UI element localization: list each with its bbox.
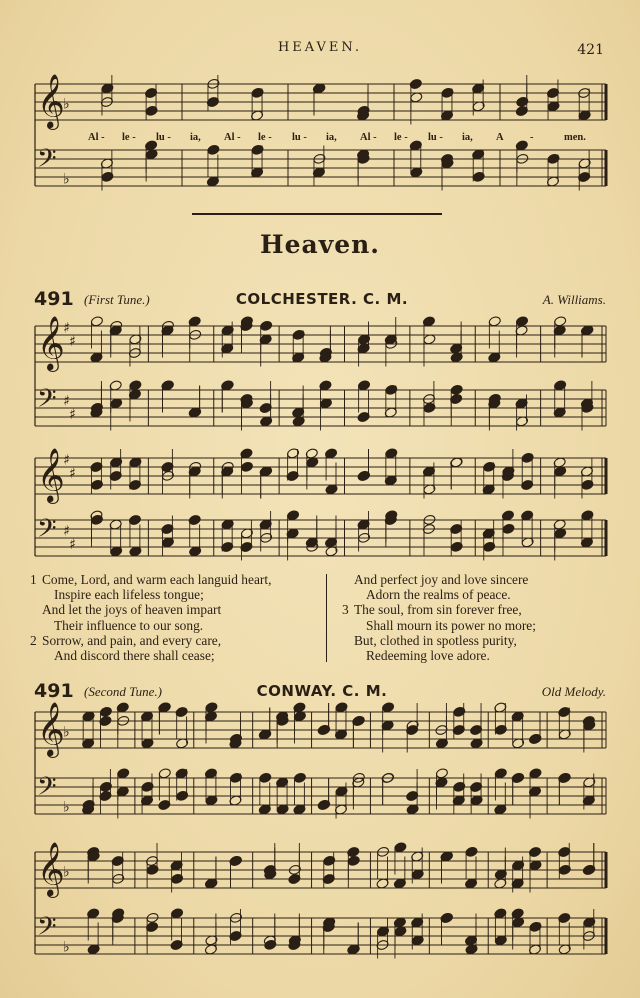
sharp-icon: ♯ <box>63 452 70 469</box>
lyric-syllable: le - <box>122 132 136 143</box>
note-head <box>529 768 542 779</box>
verse-line: Adorn the realms of peace. <box>366 587 511 603</box>
sharp-icon: ♯ <box>69 334 76 350</box>
sharp-icon: ♯ <box>69 466 76 482</box>
bass-clef-icon: 𝄢 <box>37 514 57 550</box>
composer: Old Melody. <box>541 684 606 699</box>
verse-column-separator <box>326 574 327 662</box>
treble-clef-icon: 𝄞 <box>37 842 65 897</box>
flat-icon: ♭ <box>63 864 70 881</box>
flat-icon: ♭ <box>63 939 70 956</box>
lyric-syllable: le - <box>394 132 408 143</box>
sharp-icon: ♯ <box>63 393 70 410</box>
verse-line: Redeeming love adore. <box>366 648 490 664</box>
bass-clef-icon: 𝄢 <box>37 912 57 948</box>
flat-icon: ♭ <box>63 724 70 741</box>
verse-line: 3 The soul, from sin forever free, <box>342 602 522 618</box>
lyric-syllable: Al - <box>360 132 377 143</box>
lyric-syllable: lu - <box>156 132 171 143</box>
note-head <box>488 316 501 327</box>
lyric-syllable: lu - <box>292 132 307 143</box>
note-head <box>205 702 218 713</box>
treble-clef-icon: 𝄞 <box>37 316 65 371</box>
bass-clef-icon: 𝄢 <box>37 384 57 420</box>
section-heading: Heaven. <box>259 230 381 259</box>
tune-label: (Second Tune.) <box>84 684 162 699</box>
note-head <box>117 768 130 779</box>
flat-icon: ♭ <box>63 96 70 113</box>
running-header: HEAVEN. <box>277 40 363 55</box>
verse-line: And perfect joy and love sincere <box>354 572 529 587</box>
lyric-syllable: A <box>496 132 504 143</box>
note-head <box>347 855 360 866</box>
note-head <box>158 768 171 779</box>
note-head <box>515 316 528 327</box>
treble-clef-icon: 𝄞 <box>37 74 65 129</box>
note-head <box>129 380 142 391</box>
hymn-number: 491 <box>34 680 74 702</box>
sharp-icon: ♯ <box>63 320 70 337</box>
page-number: 421 <box>577 42 604 58</box>
note-head <box>259 772 272 783</box>
lyric-syllable: ia, <box>326 132 337 143</box>
bass-clef-icon: 𝄢 <box>37 772 57 808</box>
verse-line: Inspire each lifeless tongue; <box>54 587 204 603</box>
lyric-syllable: - <box>530 132 534 143</box>
note-head <box>465 846 478 857</box>
sharp-icon: ♯ <box>63 523 70 540</box>
lyric-syllable: ia, <box>462 132 473 143</box>
flat-icon: ♭ <box>63 799 70 816</box>
note-head <box>260 320 273 331</box>
lyric-syllable: le - <box>258 132 272 143</box>
composer: A. Williams. <box>542 292 606 307</box>
note-head <box>435 768 448 779</box>
lyric-syllable: Al - <box>88 132 105 143</box>
note-head <box>450 384 463 395</box>
flat-icon: ♭ <box>63 171 70 188</box>
bass-clef-icon: 𝄢 <box>37 144 57 180</box>
note-head <box>286 510 299 521</box>
note-head <box>170 908 183 919</box>
hymn-number: 491 <box>34 288 74 310</box>
verse-line: Their influence to our song. <box>54 617 204 633</box>
treble-clef-icon: 𝄞 <box>37 448 65 503</box>
note-head <box>502 523 515 534</box>
note-head <box>99 706 112 717</box>
hymn-verses <box>30 572 620 664</box>
note-head <box>240 461 253 472</box>
verses-right-column <box>342 572 536 663</box>
note-head <box>90 316 103 327</box>
sharp-icon: ♯ <box>69 537 76 553</box>
verse-line: And let the joys of heaven impart <box>42 602 222 618</box>
verse-line: And discord there shall cease; <box>54 648 215 664</box>
note-head <box>293 772 306 783</box>
note-head <box>554 316 567 327</box>
note-head <box>494 768 507 779</box>
tune-name: COLCHESTER. C. M. <box>235 290 409 308</box>
note-head <box>394 842 407 853</box>
treble-clef-icon: 𝄞 <box>37 702 65 757</box>
tune-name: CONWAY. C. M. <box>256 682 388 700</box>
verse-line: Shall mourn its power no more; <box>366 617 536 633</box>
verse-line: 2 Sorrow, and pain, and every care, <box>30 632 222 648</box>
verse-line: But, clothed in spotless purity, <box>354 632 517 648</box>
lyric-syllable: lu - <box>428 132 443 143</box>
note-head <box>357 380 370 391</box>
lyric-syllable: ia, <box>190 132 201 143</box>
note-head <box>381 702 394 713</box>
verses-left-column <box>30 572 271 663</box>
lyric-syllable: Al - <box>224 132 241 143</box>
sharp-icon: ♯ <box>69 407 76 423</box>
verse-line: 1 Come, Lord, and warm each languid heart, <box>30 572 272 587</box>
lyric-syllable: men. <box>564 132 586 143</box>
tune-label: (First Tune.) <box>84 292 150 307</box>
hymn-491-second-header <box>34 680 610 702</box>
